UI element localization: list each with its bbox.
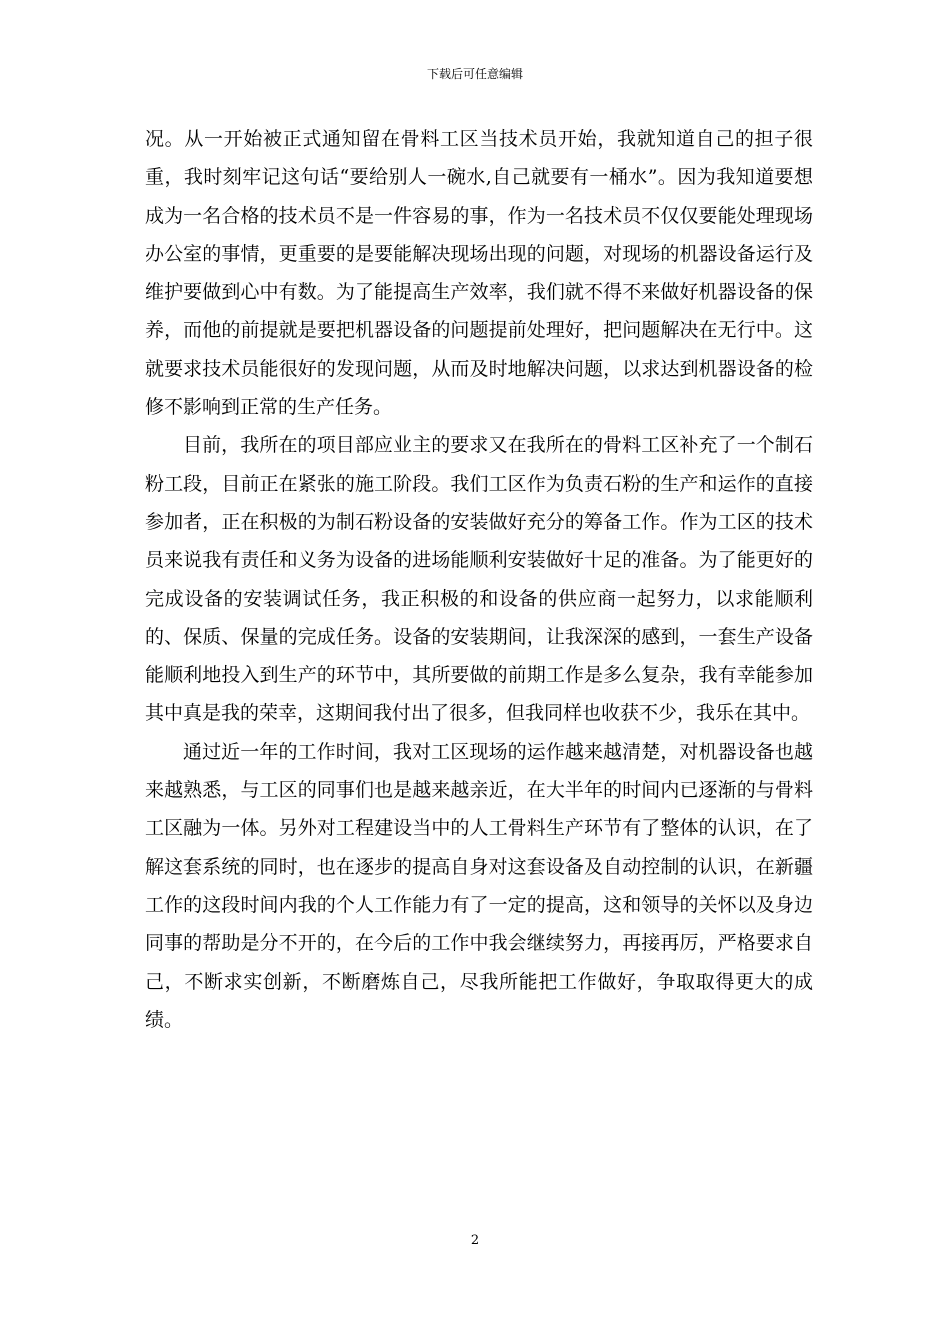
paragraph-summary: 通过近一年的工作时间，我对工区现场的运作越来越清楚，对机器设备也越来越熟悉，与工区的同事们也是越来越亲近，在大半年的时间内已逐渐的与骨料工区融为一体。另外对工程建设当中的人工骨料生产环节有了整体的认识，在了解这套系统的同时，也在逐步的提高自身对这套设备及自动控制的认识，在新疆工作的这段时间内我的个人工作能力有了一定的提高，这和领导的关怀以及身边同事的帮助是分不开的，在今后的工作中我会继续努力，再接再厉，严格要求自己，不断求实创新，不断磨炼自己，尽我所能把工作做好，争取取得更大的成绩。 <box>145 740 813 1031</box>
page-number: 2 <box>470 1233 480 1248</box>
paragraph-stone-powder: 目前，我所在的项目部应业主的要求又在我所在的骨料工区补充了一个制石粉工段，目前正在紧张的施工阶段。我们工区作为负责石粉的生产和运作的直接参加者，正在积极的为制石粉设备的安装做好充分的筹备工作。作为工区的技术员来说我有责任和义务为设备的进场能顺利安装做好十足的准备。为了能更好的完成设备的安装调试任务，我正积极的和设备的供应商一起努力，以求能顺利的、保质、保量的完成任务。设备的安装期间，让我深深的感到，一套生产设备能顺利地投入到生产的环节中，其所要做的前期工作是多么复杂，我有幸能参加其中真是我的荣幸，这期间我付出了很多，但我同样也收获不少，我乐在其中。 <box>145 434 813 725</box>
document-body <box>145 120 813 1039</box>
paragraph-continuation: 况。从一开始被正式通知留在骨料工区当技术员开始，我就知道自己的担子很重，我时刻牢记这句话“要给别人一碗水,自己就要有一桶水”。因为我知道要想成为一名合格的技术员不是一件容易的事，作为一名技术员不仅仅要能处理现场办公室的事情，更重要的是要能解决现场出现的问题，对现场的机器设备运行及维护要做到心中有数。为了能提高生产效率，我们就不得不来做好机器设备的保养，而他的前提就是要把机器设备的问题提前处理好，把问题解决在无行中。这就要求技术员能很好的发现问题，从而及时地解决问题，以求达到机器设备的检修不影响到正常的生产任务。 <box>145 128 813 419</box>
page-header: 下载后可任意编辑 <box>426 67 523 81</box>
